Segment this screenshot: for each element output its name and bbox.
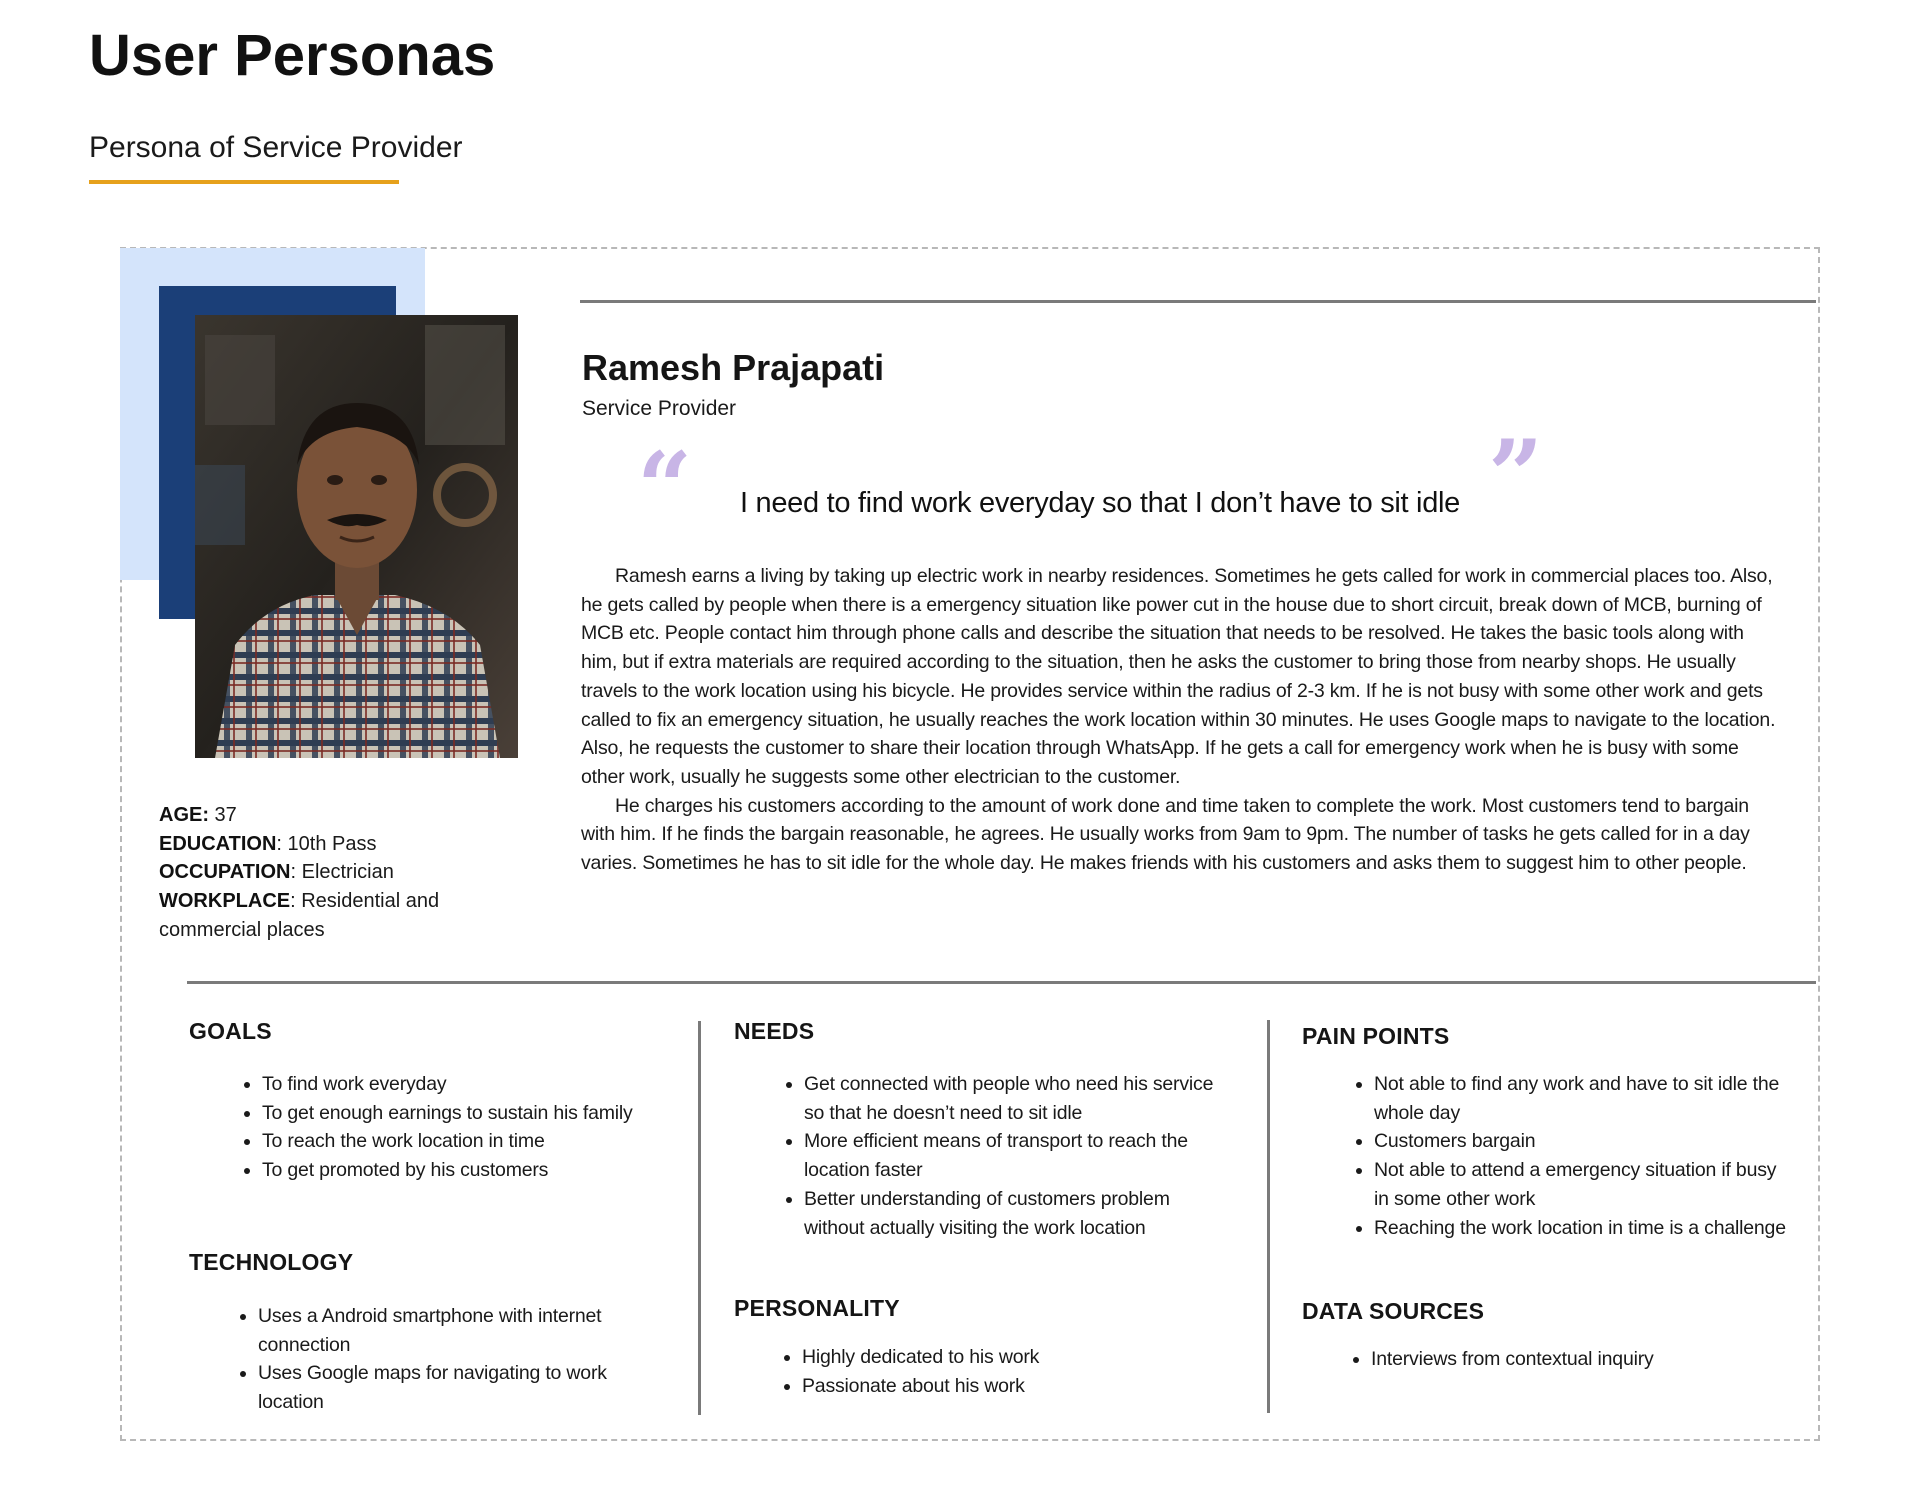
fact-education xyxy=(159,830,489,859)
fact-workplace xyxy=(159,887,489,944)
close-quote-icon: ” xyxy=(1488,419,1544,532)
list-item: • To get promoted by his customers xyxy=(262,1156,662,1185)
persona-facts xyxy=(159,801,489,945)
list-item: • Interviews from contextual inquiry xyxy=(1371,1345,1791,1374)
goals-heading: GOALS xyxy=(189,1018,272,1044)
fact-label: EDUCATION xyxy=(159,832,277,855)
fact-label: OCCUPATION xyxy=(159,861,291,884)
persona-bio xyxy=(581,562,1781,878)
bio-paragraph: He charges his customers according to the amount of work done and time taken to complete the work. Most customers tend to bargain with him. If he finds the bargain reasonable, he agrees. He usually works from 9am to 9pm. The number of tasks he gets called for in a day varies. Sometimes he has to sit idle for the whole day. He makes friends with his customers and asks them to suggest him to other people. xyxy=(581,794,1750,875)
list-item: • Customers bargain xyxy=(1374,1127,1794,1156)
subtitle-underline xyxy=(89,180,399,184)
persona-role: Service Provider xyxy=(582,397,737,420)
persona-quote: I need to find work everyday so that I don’t have to sit idle xyxy=(739,487,1460,519)
list-item: • Highly dedicated to his work xyxy=(802,1343,1222,1372)
persona-photo xyxy=(195,315,518,758)
fact-label: AGE: xyxy=(159,804,209,826)
needs-heading: NEEDS xyxy=(734,1018,815,1044)
fact-age xyxy=(159,801,489,830)
list-item: • Not able to find any work and have to sit idle the whole day xyxy=(1374,1070,1794,1127)
page-title: User Personas xyxy=(89,23,496,88)
list-item: • Uses Google maps for navigating to work location xyxy=(258,1359,676,1416)
column-divider xyxy=(698,1021,701,1415)
personality-heading: PERSONALITY xyxy=(734,1295,900,1321)
list-item: • Reaching the work location in time is a challenge xyxy=(1374,1214,1794,1243)
list-item: • To reach the work location in time xyxy=(262,1127,662,1156)
list-item: • Not able to attend a emergency situation if busy in some other work xyxy=(1374,1156,1794,1213)
bio-paragraph: Ramesh earns a living by taking up electric work in nearby residences. Sometimes he gets called for work in commercial places too. Also, he gets called by people when there is a emergency situation like power cut in the house due to short circuit, break down of MCB, burning of MCB etc. People contact him through phone calls and describe the situation that needs to be resolved. He takes the basic tools along with him, but if extra materials are required according to the situation, then he asks the customer to bring those from nearby shops. He usually travels to the work location using his bicycle. He provides service within the radius of 2-3 km. If he is not busy with some other work and gets called to fix an emergency situation, he usually reaches the work location within 30 minutes. He uses Google maps to navigate to the location. Also, he requests the customer to share their location through WhatsApp. If he gets a call for emergency work when he is busy with some other work, usually he suggests some other electrician to the customer. xyxy=(581,565,1776,788)
pain-points-heading: PAIN POINTS xyxy=(1302,1023,1450,1049)
list-item: • Better understanding of customers problem without actually visiting the work location xyxy=(804,1185,1234,1242)
middle-divider-line xyxy=(187,981,1816,984)
goals-list xyxy=(240,1070,662,1185)
pain-points-list xyxy=(1352,1070,1794,1242)
technology-heading: TECHNOLOGY xyxy=(189,1249,354,1275)
fact-value: : Residential and commercial places xyxy=(159,890,440,941)
needs-list xyxy=(782,1070,1234,1242)
fact-value: : Electrician xyxy=(290,861,394,884)
column-divider xyxy=(1267,1020,1270,1413)
fact-occupation xyxy=(159,858,489,887)
open-quote-icon: “ xyxy=(637,431,693,544)
fact-value: 37 xyxy=(209,804,237,826)
list-item: • Passionate about his work xyxy=(802,1372,1222,1401)
fact-label: WORKPLACE xyxy=(159,890,291,913)
top-divider-line xyxy=(580,300,1816,303)
list-item: • Uses a Android smartphone with internet connection xyxy=(258,1302,676,1359)
list-item: • Get connected with people who need his service so that he doesn’t need to sit idle xyxy=(804,1070,1234,1127)
persona-name: Ramesh Prajapati xyxy=(582,347,885,388)
fact-value: : 10th Pass xyxy=(276,832,377,855)
list-item: • More efficient means of transport to reach the location faster xyxy=(804,1127,1234,1184)
page-subtitle: Persona of Service Provider xyxy=(89,131,463,164)
list-item: • To get enough earnings to sustain his family xyxy=(262,1099,662,1128)
technology-list xyxy=(236,1302,676,1417)
data-sources-heading: DATA SOURCES xyxy=(1302,1298,1485,1324)
data-sources-list xyxy=(1349,1345,1791,1374)
list-item: • To find work everyday xyxy=(262,1070,662,1099)
personality-list xyxy=(780,1343,1222,1400)
